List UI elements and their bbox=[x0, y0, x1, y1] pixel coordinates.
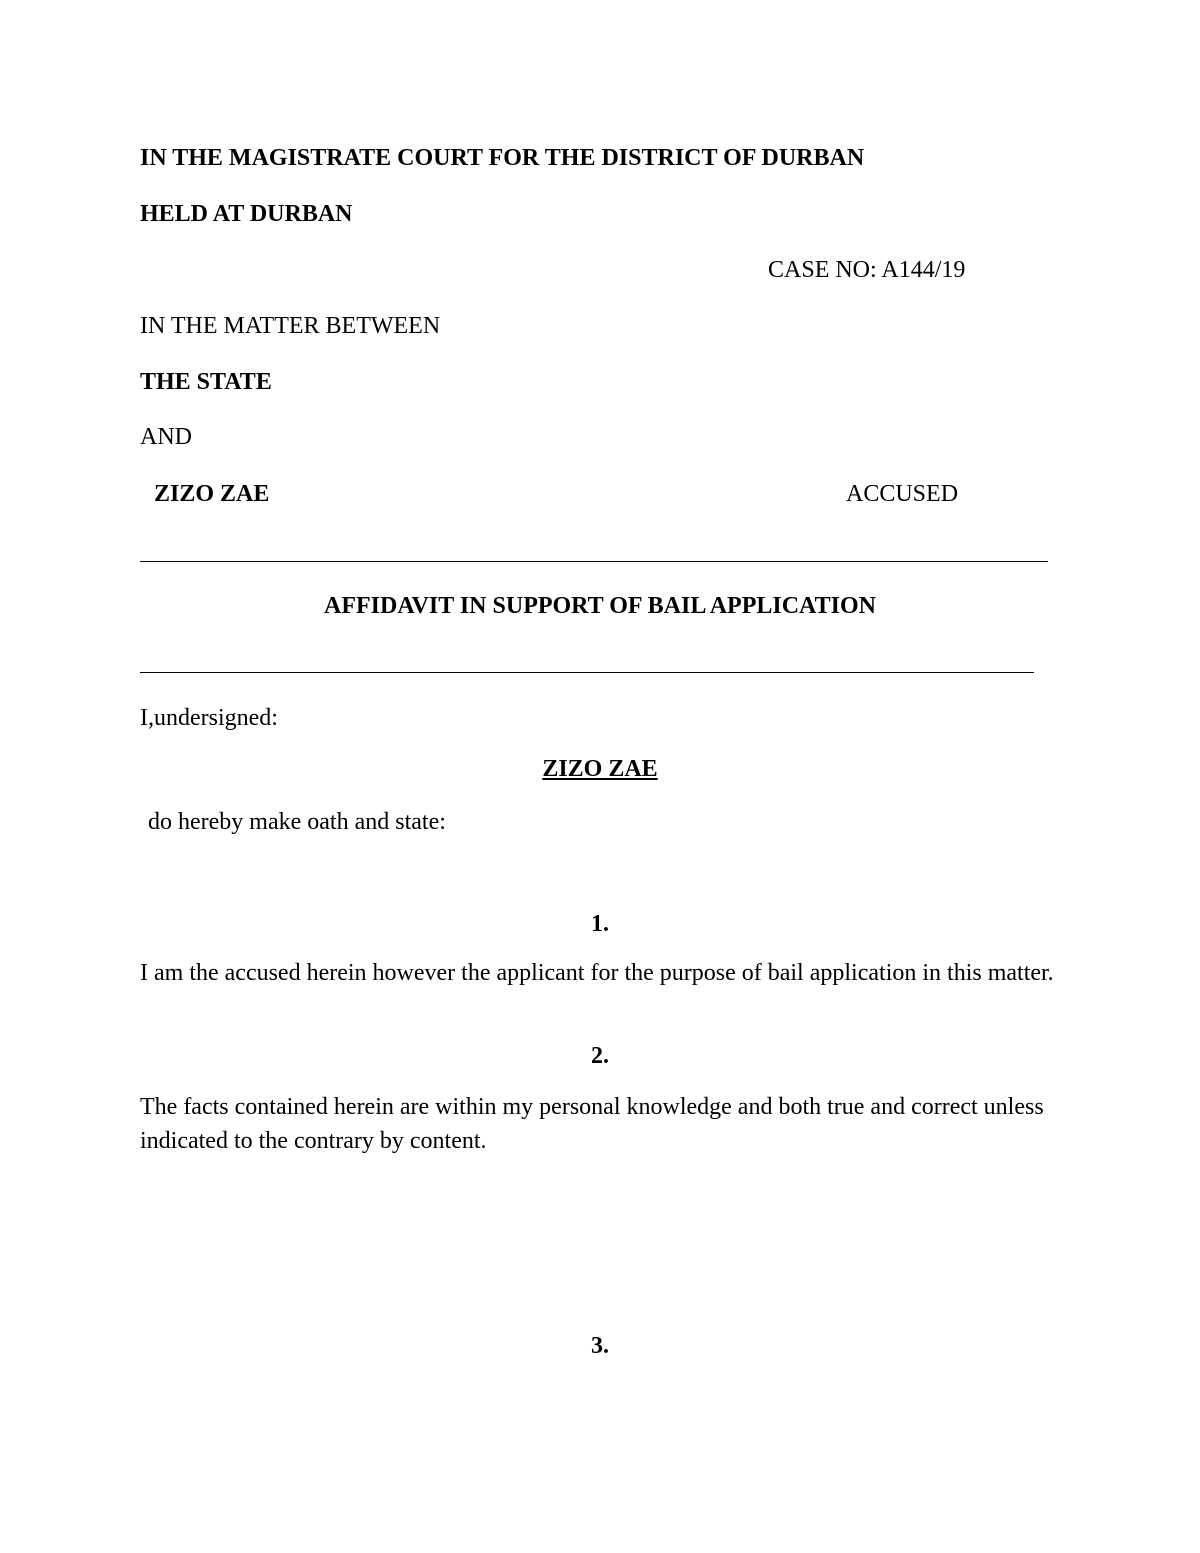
held-at-heading: HELD AT DURBAN bbox=[140, 201, 353, 227]
paragraph-number: 1. bbox=[591, 911, 609, 937]
case-number: CASE NO: A144/19 bbox=[768, 257, 966, 283]
oath-statement: do hereby make oath and state: bbox=[148, 809, 446, 835]
title-bottom-rule bbox=[140, 672, 1034, 673]
second-party-name: ZIZO ZAE bbox=[154, 481, 270, 507]
deponent-intro: I,undersigned: bbox=[140, 705, 278, 731]
title-top-rule bbox=[140, 561, 1048, 562]
conjunction-and: AND bbox=[140, 424, 192, 450]
second-party-role: ACCUSED bbox=[846, 481, 959, 507]
paragraph-number: 3. bbox=[591, 1333, 609, 1359]
paragraph-text: The facts contained herein are within my personal knowledge and both true and correct unless indicated to the contrary by content. bbox=[140, 1094, 1044, 1154]
paragraph-number: 2. bbox=[591, 1043, 609, 1069]
court-heading: IN THE MAGISTRATE COURT FOR THE DISTRICT OF DURBAN bbox=[140, 145, 865, 171]
first-party-name: THE STATE bbox=[140, 369, 272, 395]
deponent-name: ZIZO ZAE bbox=[542, 756, 658, 782]
paragraph-text: I am the accused herein however the applicant for the purpose of bail application in this matter. bbox=[140, 960, 1054, 986]
matter-between-label: IN THE MATTER BETWEEN bbox=[140, 313, 441, 339]
document-title: AFFIDAVIT IN SUPPORT OF BAIL APPLICATION bbox=[324, 593, 876, 619]
